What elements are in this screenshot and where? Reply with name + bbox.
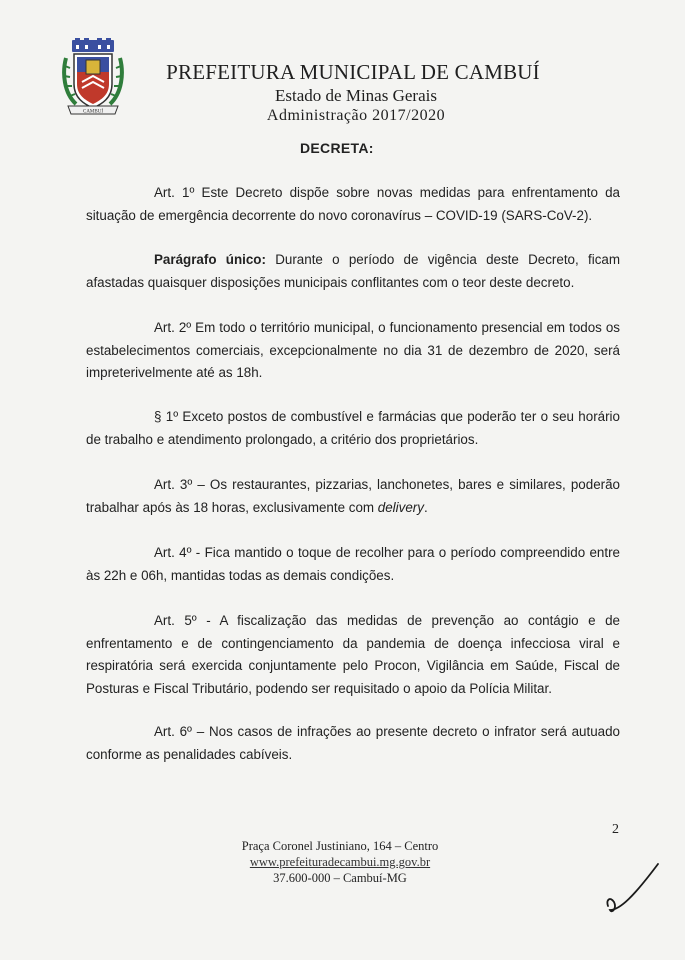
article-text: Durante o período de vigência deste Decreto, ficam afastadas quaisquer disposições municipais conflitantes com o teor deste decreto. <box>86 252 620 290</box>
article-lead: Parágrafo único: <box>154 252 266 267</box>
coat-of-arms-logo <box>62 38 124 120</box>
article-lead: Art. 1º <box>154 185 195 200</box>
footer-address-block <box>190 838 490 886</box>
article-end: . <box>423 499 428 515</box>
article-3 <box>86 474 620 519</box>
article-2 <box>86 317 620 385</box>
administration-period: Administração 2017/2020 <box>266 107 446 124</box>
article-lead: Art. 6º – <box>154 724 205 739</box>
article-text: Nos casos de infrações ao presente decreto o infrator será autuado conforme as penalidades cabíveis. <box>86 724 620 762</box>
article-2-paragraph-1 <box>86 406 620 451</box>
article-text: Em todo o território municipal, o funcionamento presencial em todos os estabelecimentos comerciais, excepcionalmente no dia 31 de dezembro de 2020, será impreterivelmente até as 18h. <box>86 320 620 380</box>
institution-title: PREFEITURA MUNICIPAL DE CAMBUÍ <box>166 60 540 84</box>
article-text: A fiscalização das medidas de prevenção ao contágio e de enfrentamento e de contingenciamento da pandemia de doença infecciosa viral e respiratória será exercida conjuntamente pelo Procon, Vigilância em Saúde, Fiscal de Posturas e Fiscal Tributário, podendo ser requisitado o apoio da Polícia Militar. <box>86 613 620 696</box>
article-text: Exceto postos de combustível e farmácias que poderão ter o seu horário de trabalho e atendimento prolongado, a critério dos proprietários. <box>86 409 620 447</box>
decree-heading: DECRETA: <box>300 140 374 156</box>
sole-paragraph <box>86 249 620 294</box>
footer-address: Praça Coronel Justiniano, 164 – Centro <box>241 839 439 853</box>
page-number: 2 <box>612 822 619 837</box>
article-lead: Art. 3º – <box>154 477 205 492</box>
article-lead: Art. 5º - <box>154 613 211 628</box>
article-lead: § 1º <box>154 409 179 424</box>
letterhead <box>136 60 576 126</box>
article-5 <box>86 610 620 700</box>
handwritten-signature <box>600 856 662 918</box>
article-4 <box>86 542 620 587</box>
article-6 <box>86 721 620 766</box>
article-emphasis: delivery <box>377 499 424 515</box>
article-lead: Art. 2º <box>154 320 192 335</box>
article-text: Os restaurantes, pizzarias, lanchonetes, bares e similares, poderão trabalhar após às 18 horas, exclusivamente com <box>86 477 621 515</box>
footer-postal: 37.600-000 – Cambuí-MG <box>273 871 407 885</box>
article-text: Este Decreto dispõe sobre novas medidas para enfrentamento da situação de emergência decorrente do novo coronavírus – COVID-19 (SARS-CoV-2). <box>86 185 621 223</box>
article-1 <box>86 182 620 227</box>
footer-website-link[interactable]: www.prefeituradecambui.mg.gov.br <box>249 855 431 869</box>
crest-banner-text: CAMBUÍ <box>82 109 104 115</box>
article-lead: Art. 4º - <box>154 545 201 560</box>
state-subtitle: Estado de Minas Gerais <box>275 86 437 105</box>
article-text: Fica mantido o toque de recolher para o período compreendido entre às 22h e 06h, mantidas todas as demais condições. <box>86 545 621 583</box>
